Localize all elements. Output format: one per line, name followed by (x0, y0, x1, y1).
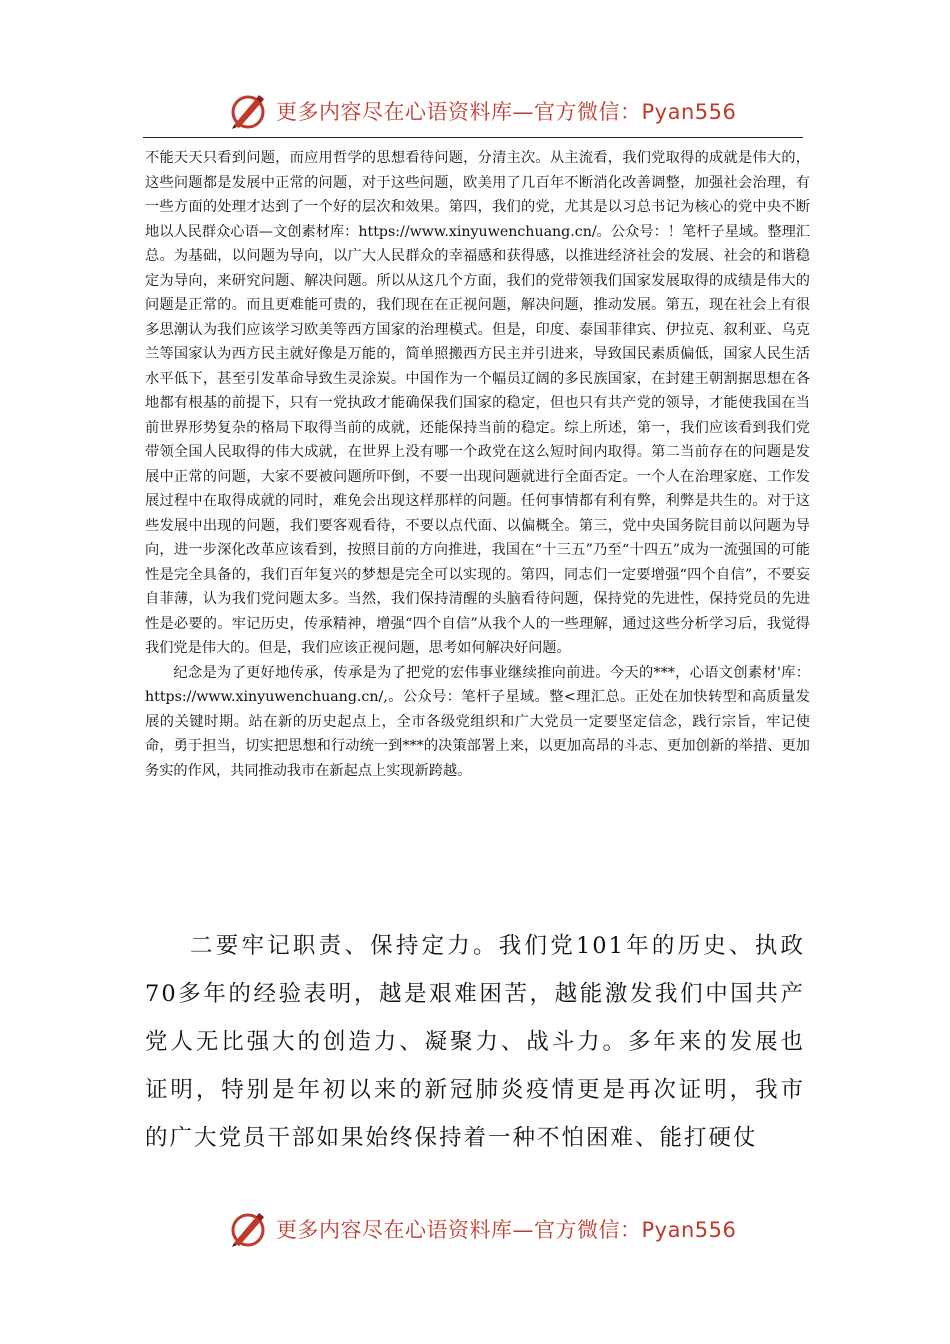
page-header (0, 86, 950, 136)
header-banner-text: 更多内容尽在心语资料库—官方微信：Pyan556 (276, 100, 737, 124)
body-text-large (145, 922, 805, 1162)
header-divider (143, 137, 803, 138)
paragraph-1: 不能天天只看到问题，而应用哲学的思想看待问题，分清主次。从主流看，我们党取得的成就是伟大的，这些问题都是发展中正常的问题，对于这些问题，欧美用了几百年不断消化改善调整，加强社会治理，有一些方面的处理才达到了一个好的层次和效果。第四，我们的党，尤其是以习总书记为核心的党中央不断地以人民群众心语—文创素材库：https://www.xinyuwenchuang.cn/。公众号：！笔杆子星域。整理汇总。为基础，以问题为导向，以广大人民群众的幸福感和获得感，以推进经济社会的发展、社会的和谐稳定为导向，来研究问题、解决问题。所以从这几个方面，我们的党带领我们国家发展取得的成绩是伟大的问题是正常的。而且更难能可贵的，我们现在在正视问题，解决问题，推动发展。第五，现在社会上有很多思潮认为我们应该学习欧美等西方国家的治理模式。但是，印度、泰国菲律宾、伊拉克、叙利亚、乌克兰等国家认为西方民主就好像是万能的，简单照搬西方民主并引进来，导致国民素质偏低，国家人民生活水平低下，甚至引发革命导致生灵涂炭。中国作为一个幅员辽阔的多民族国家，在封建王朝割据思想在各地都有根基的前提下，只有一党执政才能确保我们国家的稳定，但也只有共产党的领导，才能使我国在当前世界形势复杂的格局下取得当前的成就，还能保持当前的稳定。综上所述，第一，我们应该看到我们党带领全国人民取得的伟大成就，在世界上没有哪一个政党在这么短时间内取得。第二当前存在的问题是发展中正常的问题，大家不要被问题所吓倒，不要一出现问题就进行全面否定。一个人在治理家庭、工作发展过程中在取得成就的同时，难免会出现这样那样的问题。任何事情都有利有弊，利弊是共生的。对于这些发展中出现的问题，我们要客观看待，不要以点代面、以偏概全。第三，党中央国务院目前以问题为导向，进一步深化改革应该看到，按照目前的方向推进，我国在“十三五”乃至“十四五”成为一流强国的可能性是完全具备的，我们百年复兴的梦想是完全可以实现的。第四，同志们一定要增强“四个自信”，不要妄自菲薄，认为我们党问题太多。当然，我们保持清醒的头脑看待问题，保持党的先进性，保持党员的先进性是必要的。牢记历史，传承精神，增强“四个自信”从我个人的一些理解，通过这些分析学习后，我觉得我们党是伟大的。但是，我们应该正视问题，思考如何解决好问题。 (145, 150, 810, 656)
pen-logo-icon (228, 1209, 268, 1249)
body-text-small (145, 146, 810, 783)
paragraph-3: 二要牢记职责、保持定力。我们党101年的历史、执政70多年的经验表明，越是艰难困苦，越能激发我们中国共产党人无比强大的创造力、凝聚力、战斗力。多年来的发展也证明，特别是年初以来的新冠肺炎疫情更是再次证明，我市的广大党员干部如果始终保持着一种不怕困难、能打硬仗 (145, 933, 805, 1151)
header-banner (228, 86, 736, 136)
footer-banner-text: 更多内容尽在心语资料库—官方微信：Pyan556 (276, 1218, 737, 1242)
page-footer (0, 1204, 950, 1254)
pen-logo-icon (228, 91, 268, 131)
footer-banner (228, 1204, 736, 1254)
paragraph-2: 纪念是为了更好地传承，传承是为了把党的宏伟事业继续推向前进。今天的***，心语文创素材'库：https://www.xinyuwenchuang.cn/,。公众号：笔杆子星域。整<理汇总。正处在加快转型和高质量发展的关键时期。站在新的历史起点上，全市各级党组织和广大党员一定要坚定信念，践行宗旨，牢记使命，勇于担当，切实把思想和行动统一到***的决策部署上来，以更加高昂的斗志、更加创新的举措、更加务实的作风，共同推动我市在新起点上实现新跨越。 (145, 664, 810, 779)
